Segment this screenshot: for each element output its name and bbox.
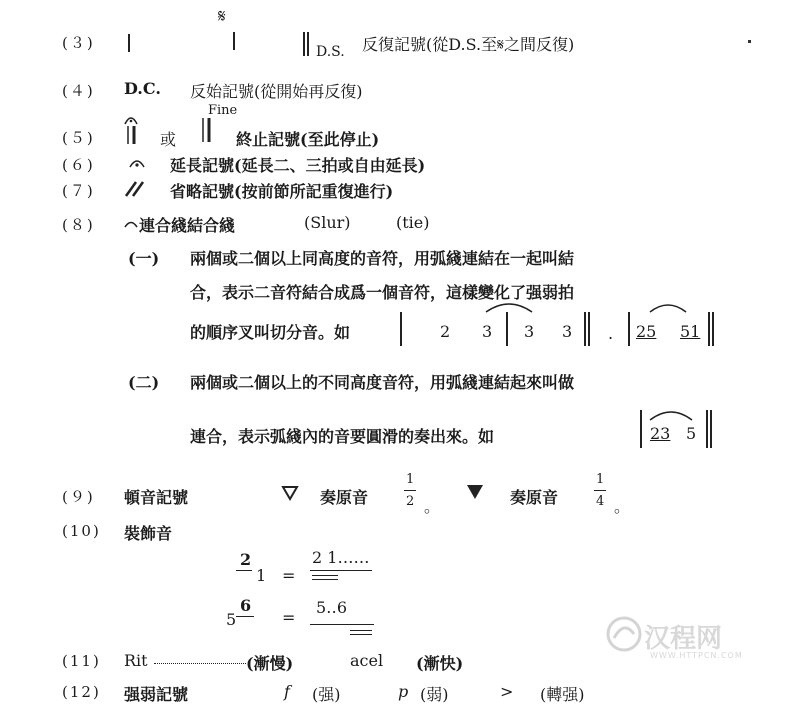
barline — [628, 312, 630, 346]
fraction-numerator: 1 — [596, 472, 605, 487]
segno-icon: 𝄋 — [218, 6, 226, 27]
note-group: 23 — [650, 424, 671, 443]
staccato-filled-triangle-icon — [466, 484, 484, 500]
note: 3 — [562, 322, 573, 341]
tie-label: (tie) — [396, 213, 430, 232]
para1-line1: 兩個或二個以上同高度的音符，用弧綫連結在一起叫結 — [190, 249, 575, 268]
item-4-text: 反始記號(從開始再反復) — [190, 82, 363, 101]
para2-line1: 兩個或二個以上的不同高度音符，用弧綫連結起來叫做 — [190, 373, 575, 392]
note: 2 — [440, 322, 451, 341]
grace-note-small: 2 — [240, 550, 252, 569]
final-barline-icon — [200, 118, 212, 142]
item-9-title: 頓音記號 — [124, 488, 189, 507]
fermata-icon — [128, 155, 146, 169]
grace-result-2: 5‥6 — [316, 598, 348, 617]
grace-result-1: 2 1…… — [312, 548, 370, 567]
equals-sign: = — [282, 608, 296, 627]
double-barline — [303, 32, 309, 56]
rit-meaning: (漸慢) — [246, 654, 294, 673]
item-8-text: 連合綫結合綫 — [139, 216, 236, 235]
watermark-logo-icon — [604, 614, 644, 654]
fraction-line — [404, 490, 416, 491]
grace-prefix-note: 5 — [226, 610, 237, 629]
underline — [312, 579, 338, 580]
grace-underline — [236, 616, 254, 617]
note: 5 — [686, 424, 697, 443]
para1-line2: 合，表示二音符結合成爲一個音符，這樣變化了强弱拍 — [190, 283, 575, 302]
repeat-measure-icon — [124, 180, 146, 198]
circle-dot: 。 — [614, 497, 631, 516]
para1-line3: 的順序叉叫切分音。如 — [190, 323, 351, 342]
item-7-number: (７) — [62, 182, 95, 200]
or-label: 或 — [160, 130, 177, 149]
fraction-numerator: 1 — [406, 472, 415, 487]
item-5-text: 終止記號(至此停止) — [236, 130, 380, 149]
barline — [506, 312, 508, 346]
item-6-text: 延長記號(延長二、三拍或自由延長) — [170, 156, 426, 175]
underline — [350, 630, 372, 631]
fraction-line — [594, 490, 606, 491]
item-7-text: 省略記號(按前節所記重復進行) — [170, 182, 394, 201]
para1-label: (一) — [128, 249, 160, 268]
item-9-number: (９) — [62, 488, 95, 506]
piano-symbol: p — [398, 682, 409, 701]
double-barline — [584, 312, 590, 346]
slur-label: (Slur) — [304, 213, 351, 232]
fine-label: Fine — [208, 103, 238, 118]
accel-label: acel — [350, 651, 384, 670]
double-barline — [708, 312, 714, 346]
tie-arc-icon — [484, 298, 534, 314]
grace-main-note: 1 — [256, 566, 267, 585]
item-10-number: (10) — [62, 522, 101, 540]
dotted-line — [154, 663, 246, 664]
underline — [310, 624, 374, 625]
barline — [640, 410, 642, 448]
fraction-denominator: 4 — [596, 494, 605, 509]
staccato-text-1: 奏原音 — [320, 488, 369, 507]
accel-meaning: (漸快) — [416, 654, 464, 673]
ds-symbol: D.S. — [316, 44, 345, 60]
underline — [350, 634, 372, 635]
item-12-number: (12) — [62, 683, 101, 701]
barline — [400, 312, 402, 346]
staccato-text-2: 奏原音 — [510, 488, 559, 507]
grace-note-small: 6 — [240, 596, 252, 615]
piano-meaning: (弱) — [420, 685, 449, 704]
underline — [312, 575, 338, 576]
item-8-number: (８) — [62, 216, 95, 234]
item-4-number: (４) — [62, 82, 95, 100]
slur-icon — [124, 218, 138, 228]
note-group: 25 — [636, 322, 657, 341]
watermark-text: 汉程网 — [644, 624, 723, 654]
dc-symbol: D.C. — [124, 79, 161, 98]
double-barline — [706, 410, 712, 448]
accent-meaning: (轉强) — [540, 685, 585, 704]
item-3-text: 反復記號(從D.S.至𝄋之間反復) — [362, 35, 575, 54]
item-5-number: (５) — [62, 129, 95, 147]
note: 3 — [482, 322, 493, 341]
slur-arc-icon — [648, 406, 694, 422]
item-12-title: 强弱記號 — [124, 685, 189, 704]
item-10-title: 裝飾音 — [124, 524, 173, 543]
dot-separator: . — [608, 324, 614, 343]
equals-sign: = — [282, 566, 296, 585]
barline — [233, 32, 235, 50]
circle-dot: 。 — [424, 497, 441, 516]
para2-line2: 連合，表示弧綫內的音要圓滑的奏出來。如 — [190, 427, 495, 446]
rit-label: Rit — [124, 651, 148, 670]
staccato-open-triangle-icon — [282, 486, 298, 500]
tie-arc-icon — [648, 300, 688, 314]
margin-mark — [748, 40, 751, 43]
barline — [128, 34, 130, 52]
item-6-number: (６) — [62, 156, 95, 174]
watermark-url: WWW.HTTPCN.COM — [650, 651, 743, 660]
item-3-number: (３) — [62, 34, 95, 52]
fermata-final-icon — [124, 112, 138, 144]
grace-underline — [236, 570, 252, 571]
accent-symbol: > — [500, 682, 514, 701]
note: 3 — [524, 322, 535, 341]
forte-symbol: f — [284, 682, 290, 701]
item-11-number: (11) — [62, 652, 101, 670]
para2-label: (二) — [128, 373, 160, 392]
note-group: 51 — [680, 322, 701, 341]
forte-meaning: (强) — [312, 685, 341, 704]
underline — [310, 570, 372, 571]
fraction-denominator: 2 — [406, 494, 415, 509]
